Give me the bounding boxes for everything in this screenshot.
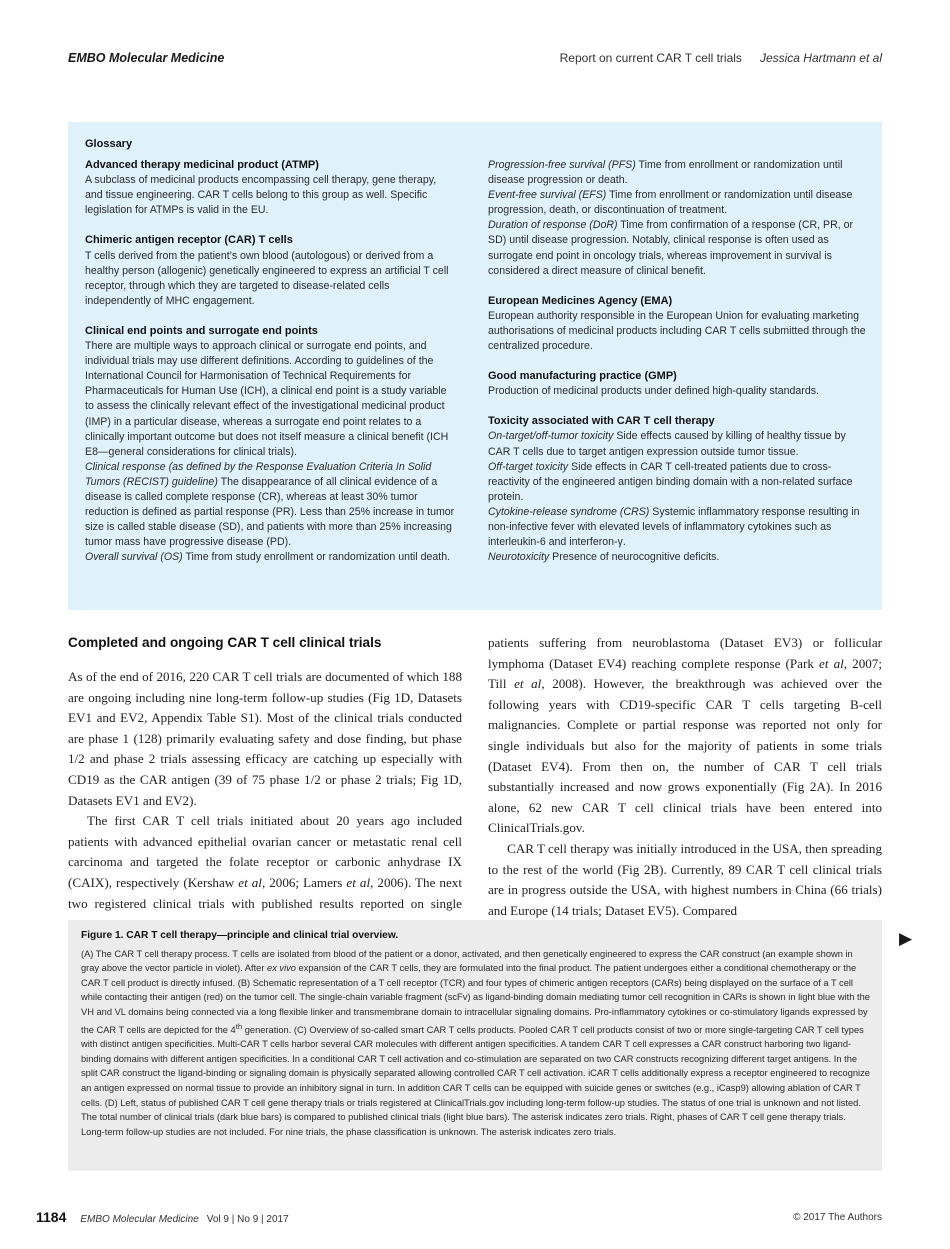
subdef: Time from enrollment or randomization until disease progression or death.: [488, 159, 843, 187]
glossary-left-column: [85, 137, 455, 580]
glossary-entry-car: [85, 233, 455, 308]
text: , 2006). The next two registered clinical trials with published results reported on single patients suffering from neuroblastoma (Dataset EV3) or follicular lymphoma (Dataset EV4) reaching complete response (Park: [68, 635, 882, 911]
figure-title: Figure 1. CAR T cell therapy—principle and clinical trial overview.: [81, 930, 399, 941]
figure-caption: [81, 929, 871, 1139]
glossary-definition: A subclass of medicinal products encompassing cell therapy, gene therapy, and tissue engineering. CAR T cells belong to this group as well. Specific legislation for ATMPs is valid in the EU.: [85, 174, 437, 217]
glossary-subentry: [488, 429, 868, 459]
glossary-entry-atmp: [85, 158, 455, 218]
paragraph: CAR T cell therapy was initially introduced in the USA, then spreading to the rest of the world (Fig 2B). Currently, 89 CAR T cell clinical trials are in progress outside the USA, with highest numbers in China (66 trials) and Europe (14 trials; Dataset EV5). Compared: [488, 840, 882, 918]
text: , 2007; Till: [488, 655, 882, 692]
running-header: [560, 51, 882, 65]
glossary-definition: Production of medicinal products under defined high-quality standards.: [488, 385, 819, 398]
subterm: Cytokine-release syndrome (CRS): [488, 505, 650, 518]
figure-arrow-icon: ▶: [899, 929, 913, 949]
subterm: Progression-free survival (PFS): [488, 159, 636, 171]
body-text-columns: [68, 633, 882, 921]
glossary-term: Good manufacturing practice (GMP): [488, 370, 677, 383]
glossary-term: Clinical end points and surrogate end points: [85, 324, 318, 337]
glossary-right-column: [488, 158, 868, 580]
glossary-term: Advanced therapy medicinal product (ATMP): [85, 159, 319, 172]
text: et al: [514, 676, 542, 692]
subdef: Systemic inflammatory response resulting in non-infective fever with elevated levels of inflammatory cytokines such as interleukin-6 and interferon-γ.: [488, 505, 860, 549]
text: et al: [238, 874, 262, 890]
glossary-entry-endpoints: [85, 324, 455, 566]
glossary-term: European Medicines Agency (EMA): [488, 294, 673, 307]
paragraph: As of the end of 2016, 220 CAR T cell trials are documented of which 188 are ongoing including nine long-term follow-up studies (Fig 1D, Datasets EV1 and EV2, Appendix Table S1). Most of the clinical trials conducted are phase 1 (128) primarily evaluating safety and dose finding, but phase 1/2 and phase 2 trials assessing efficacy are catching up especially with CD19 as the CAR antigen (39 of 75 phase 1/2 or phase 2 trials; Fig 1D, Datasets EV1 and EV2).: [68, 669, 462, 808]
subterm: Neurotoxicity: [488, 551, 550, 564]
glossary-subentry-dor: [488, 218, 868, 278]
subdef: Presence of neurocognitive deficits.: [549, 551, 720, 564]
text: et al: [819, 655, 844, 671]
text: ex vivo: [267, 963, 296, 974]
copyright: © 2017 The Authors: [793, 1212, 882, 1223]
subdef: Time from study enrollment or randomization until death.: [182, 551, 451, 564]
authors: Jessica Hartmann et al: [759, 51, 882, 65]
glossary-definition: European authority responsible in the European Union for evaluating marketing authorisations of medicinal products including CAR T cells submitted through the centralized procedure.: [488, 309, 866, 353]
subterm: On-target/off-tumor toxicity: [488, 430, 614, 443]
subdef: Side effects caused by killing of healthy tissue by CAR T cells due to target antigen expression outside tumor tissue.: [488, 430, 846, 458]
text: (A) The CAR T cell therapy process. T cells are isolated from blood of the patient or a donor, activated, and then genetically engineered to express the CAR construct (an example shown in gray above the vector particle in violet). After: [81, 948, 853, 974]
figure-caption-box: [68, 920, 882, 1171]
glossary-entry-ema: [488, 294, 868, 354]
subdef: The disappearance of all clinical evidence of a disease is called complete response (CR), whereas at least 30% tumor reduction is defined as partial response (PR). Less than 25% increase in tumor size is called stable disease (SD), and patients with more than 25% increasing tumor mass have progressive disease (PD).: [85, 475, 455, 549]
glossary-entry-survival: [488, 158, 868, 279]
text: , 2006; Lamers: [261, 874, 347, 890]
footer-issue: Vol 9 | No 9 | 2017: [206, 1214, 289, 1225]
text: et al: [346, 874, 371, 890]
page-number: 1184: [36, 1209, 67, 1225]
glossary-subentry-os: [85, 550, 455, 565]
glossary-title: Glossary: [85, 138, 133, 150]
subterm: Duration of response (DoR): [488, 219, 618, 232]
glossary-subentry: [488, 460, 868, 505]
text: The first CAR T cell trials initiated about 20 years ago included patients with advanced epithelial ovarian cancer or metastatic renal cell carcinoma and targeted the folate receptor or carbonic anhydrase IX (CAIX), respectively (Kershaw: [68, 813, 462, 890]
glossary-term: Toxicity associated with CAR T cell therapy: [488, 415, 715, 428]
subdef: Time from confirmation of a response (CR, PR, or SD) until disease progression. Notably, clinical response is often used as surrogate end point in oncology trials, whereas improvement in survival is considered a direct measure of clinical benefit.: [488, 219, 854, 277]
section-heading: Completed and ongoing CAR T cell clinical trials: [68, 635, 382, 650]
subterm: Off-target toxicity: [488, 460, 569, 473]
text: th: [235, 1021, 243, 1031]
journal-name: EMBO Molecular Medicine: [68, 51, 225, 65]
subterm: Event-free survival (EFS): [488, 189, 607, 202]
glossary-box: [68, 122, 882, 610]
glossary-definition: There are multiple ways to approach clinical or surrogate end points, and individual trials may use different definitions. According to guidelines of the International Council for Harmonisation of Technical Requirements for Pharmaceuticals for Human Use (ICH), a clinical end point is a study variable to assess the clinically relevant effect of the investigational medicinal product (IMP) in a particular disease, whereas a surrogate end point relates to a clinically important outcome but does not itself measure a clinical benefit (ICH E8—general considerations for clinical trials).: [85, 340, 449, 458]
glossary-subentry-pfs: [488, 158, 868, 188]
glossary-term: Chimeric antigen receptor (CAR) T cells: [85, 234, 293, 247]
article-title: Report on current CAR T cell trials: [559, 51, 742, 65]
glossary-entry-gmp: [488, 369, 868, 399]
footer-journal: EMBO Molecular Medicine: [80, 1214, 199, 1225]
text: generation. (C) Overview of so-called smart CAR T cells products. Pooled CAR T cell products consist of two or more single-targeting CAR T cell types with distinct antigen specificities. Multi-CAR T cells harbor several CAR molecules with different antigen specificities. A tandem CAR T cell expresses a CAR construct harboring two ligand-binding domains with different antigen specificities. In a conditional CAR T cell activation and co-stimulation are separated on two CAR constructs recognizing different target antigens. In the split CAR construct the ligand-binding or signaling domain is physically separated allowing controlled CAR T cell activation. iCAR T cells additionally express a receptor engineered to recognize an antigen expressed on normal tissue to provide an inhibitory signal in turn. In addition CAR T cells can be equipped with suicide genes or switches (e.g., iCasp9) allowing ablation of CAR T cells. (D) Left, status of published CAR T cell gene therapy trials or trials registered at ClinicalTrials.gov including long-term follow-up studies. The status of one trial is unknown and not listed. The total number of clinical trials (dark blue bars) is compared to published clinical trials (light blue bars). The asterisk indicates zero trials. Right, phases of CAR T cell gene therapy trials. Long-term follow-up studies are not included. For nine trials, the phase classification is unknown. The asterisk indicates zero trials.: [81, 1024, 870, 1137]
subterm: Overall survival (OS): [85, 551, 183, 564]
text: expansion of the CAR T cells, they are formulated into the final product. The patient undergoes either a conditional chemotherapy or the CAR T cell product is directly infused. (B) Schematic representation of a T cell receptor (TCR) and four types of chimeric antigen receptors (CARs) being displayed on the surface of a T cell while contacting their antigen (red) on the tumor cell. The single-chain variable fragment (scFv) as ligand-binding domain mediating tumor cell recognition in CARs is shown in light blue with the VH and VL domains being connected via a long flexible linker and transmembrane domain to intracellular signaling domains. Pro-inflammatory cytokines or co-stimulatory ligands expressed by the CAR T cells are depicted for the 4: [81, 963, 870, 1035]
footer: [36, 1209, 289, 1225]
subterm: Clinical response (as defined by the Response Evaluation Criteria In Solid Tumors (RECIST) guideline): [85, 460, 432, 488]
glossary-definition: T cells derived from the patient’s own blood (autologous) or derived from a healthy person (allogenic) genetically engineered to express an artificial T cell receptor, through which they are targeted to disease-related cells independently of MHC engagement.: [85, 249, 449, 307]
caption-text: [81, 947, 871, 1140]
subdef: Side effects in CAR T cell-treated patients due to cross-reactivity of the engineered antigen binding domain with a non-related surface protein.: [488, 460, 853, 503]
glossary-subentry-cr: [85, 460, 455, 551]
glossary-entry-toxicity: [488, 414, 868, 565]
glossary-subentry: [488, 550, 868, 565]
glossary-subentry: [488, 505, 868, 550]
subdef: Time from enrollment or randomization until disease progression, death, or discontinuation of treatment.: [488, 189, 853, 217]
glossary-subentry-efs: [488, 188, 868, 218]
text: , 2008). However, the breakthrough was achieved over the following years with CD19-specific CAR T cells targeting B-cell malignancies. Complete or partial response was reported not only for single individuals but also for the majority of patients in some trials (Dataset EV4). From then on, the number of CAR T cell trials substantially increased and now grows exponentially (Fig 2A). In 2016 alone, 62 new CAR T cell clinical trials have been entered into ClinicalTrials.gov.: [488, 676, 882, 836]
